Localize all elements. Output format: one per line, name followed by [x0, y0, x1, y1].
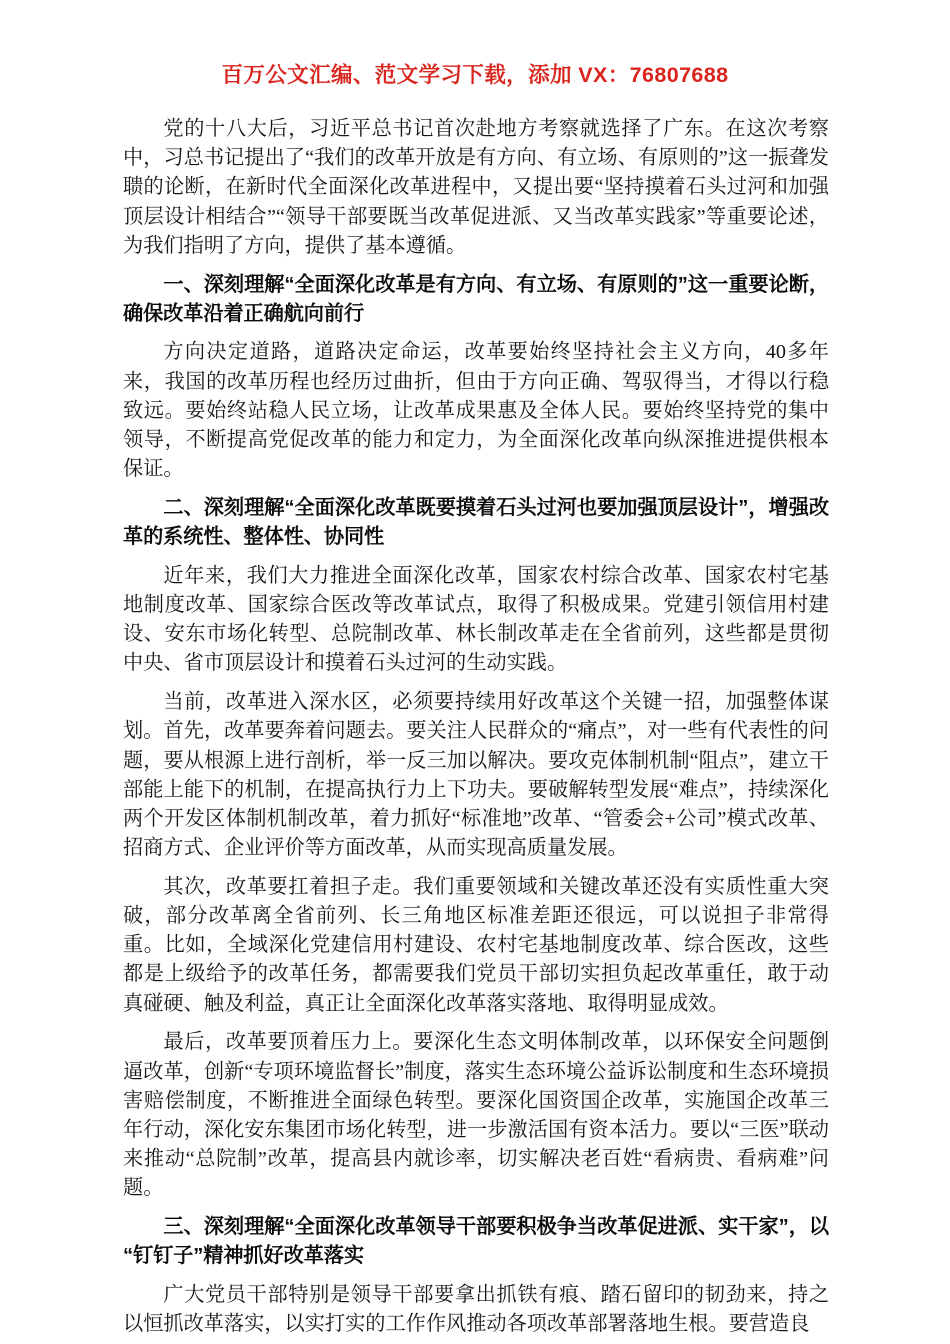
section-heading	[123, 1213, 829, 1271]
heading-text: 一、深刻理解“全面深化改革是有方向、有立场、有原则的”这一重要论断，确保改革沿着正确航向前行	[123, 273, 829, 325]
body-paragraph	[123, 688, 829, 863]
section-heading	[123, 271, 829, 329]
paragraph-text: 广大党员干部特别是领导干部要拿出抓铁有痕、踏石留印的韧劲来，持之以恒抓改革落实，以实打实的工作作风推动各项改革部署落地生根。要营造良	[123, 1284, 829, 1336]
paragraph-text: 当前，改革进入深水区，必须要持续用好改革这个关键一招，加强整体谋划。首先，改革要奔着问题去。要关注人民群众的“痛点”，对一些有代表性的问题，要从根源上进行剖析，举一反三加以解决。要攻克体制机制“阻点”，建立干部能上能下的机制，在提高执行力上下功夫。要破解转型发展“难点”，持续深化两个开发区体制机制改革，着力抓好“标准地”改革、“管委会+公司”模式改革、招商方式、企业评价等方面改革，从而实现高质量发展。	[123, 691, 829, 860]
body-paragraph	[123, 1281, 829, 1339]
paragraph-text: 党的十八大后，习近平总书记首次赴地方考察就选择了广东。在这次考察中，习总书记提出了“我们的改革开放是有方向、有立场、有原则的”这一振聋发聩的论断，在新时代全面深化改革进程中，又提出要“坚持摸着石头过河和加强顶层设计相结合”“领导干部要既当改革促进派、又当改革实践家”等重要论述，为我们指明了方向，提供了基本遵循。	[123, 118, 829, 257]
section-heading	[123, 494, 829, 552]
body-paragraph	[123, 338, 829, 484]
body-paragraph	[123, 1028, 829, 1203]
body-paragraph	[123, 562, 829, 679]
body-paragraph	[123, 115, 829, 261]
document-body	[123, 115, 829, 1339]
paragraph-text: 近年来，我们大力推进全面深化改革，国家农村综合改革、国家农村宅基地制度改革、国家综合医改等改革试点，取得了积极成果。党建引领信用村建设、安东市场化转型、总院制改革、林长制改革走在全省前列，这些都是贯彻中央、省市顶层设计和摸着石头过河的生动实践。	[123, 564, 829, 675]
paragraph-text: 其次，改革要扛着担子走。我们重要领域和关键改革还没有实质性重大突破，部分改革离全省前列、长三角地区标准差距还很远，可以说担子非常得重。比如，全域深化党建信用村建设、农村宅基地制度改革、综合医改，这些都是上级给予的改革任务，都需要我们党员干部切实担负起改革重任，敢于动真碰硬、触及利益，真正让全面深化改革落实落地、取得明显成效。	[123, 875, 829, 1015]
heading-text: 二、深刻理解“全面深化改革既要摸着石头过河也要加强顶层设计”，增强改革的系统性、整体性、协同性	[123, 496, 829, 549]
paragraph-text: 方向决定道路，道路决定命运，改革要始终坚持社会主义方向，40多年来，我国的改革历程也经历过曲折，但由于方向正确、驾驭得当，才得以行稳致远。要始终站稳人民立场，让改革成果惠及全体人民。要始终坚持党的集中领导，不断提高党促改革的能力和定力，为全面深化改革向纵深推进提供根本保证。	[123, 341, 829, 481]
body-paragraph	[123, 873, 829, 1019]
promo-header-text: 百万公文汇编、范文学习下载，添加 VX：76807688	[221, 63, 729, 87]
heading-text: 三、深刻理解“全面深化改革领导干部要积极争当改革促进派、实干家”，以“钉钉子”精神抓好改革落实	[123, 1216, 829, 1268]
paragraph-text: 最后，改革要顶着压力上。要深化生态文明体制改革，以环保安全问题倒逼改革，创新“专项环境监督长”制度，落实生态环境公益诉讼制度和生态环境损害赔偿制度，不断推进全面绿色转型。要深化国资国企改革，实施国企改革三年行动，深化安东集团市场化转型，进一步激活国有资本活力。要以“三医”联动来推动“总院制”改革，提高县内就诊率，切实解决老百姓“看病贵、看病难”问题。	[123, 1031, 829, 1200]
